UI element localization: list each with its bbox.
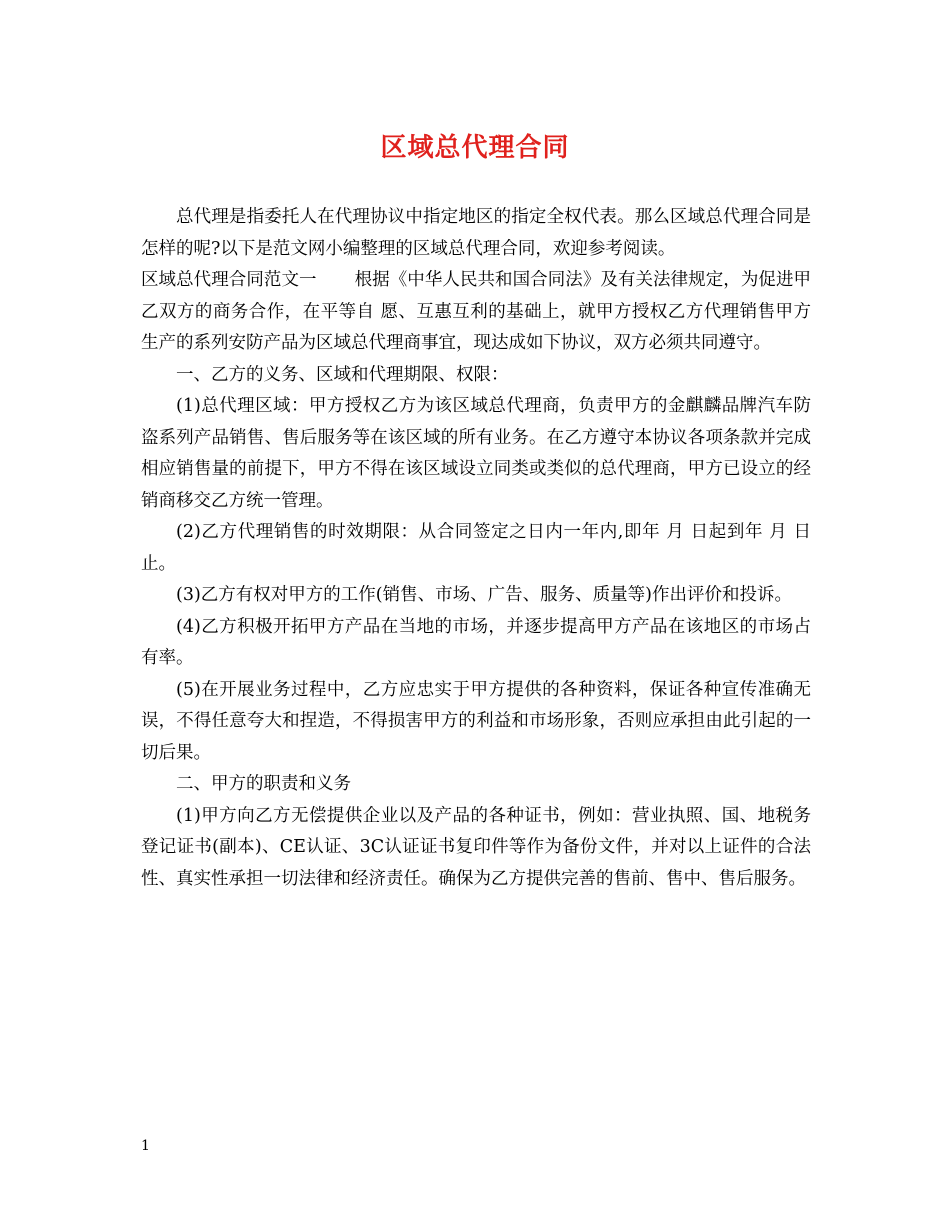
section2-heading: 二、甲方的职责和义务 <box>176 774 351 794</box>
page-number: 1 <box>141 1138 150 1154</box>
section1-item: (5)在开展业务过程中，乙方应忠实于甲方提供的各种资料，保证各种宣传准确无误，不得任意夸大和捏造，不得损害甲方的利益和市场形象，否则应承担由此引起的一切后果。 <box>141 679 811 763</box>
section1-item: (4)乙方积极开拓甲方产品在当地的市场，并逐步提高甲方产品在该地区的市场占有率。 <box>141 616 811 668</box>
document-title: 区域总代理合同 <box>380 133 570 163</box>
intro-paragraph: 总代理是指委托人在代理协议中指定地区的指定全权代表。那么区域总代理合同是怎样的呢?以下是范文网小编整理的区域总代理合同，欢迎参考阅读。 <box>141 207 811 259</box>
section1-item: (2)乙方代理销售的时效期限：从合同签定之日内一年内,即年 月 日起到年 月 日止。 <box>141 522 811 574</box>
section2-item: (1)甲方向乙方无偿提供企业以及产品的各种证书，例如：营业执照、国、地税务登记证书(副本)、CE认证、3C认证证书复印件等作为备份文件，并对以上证件的合法性、真实性承担一切法律和经济责任。确保为乙方提供完善的售前、售中、售后服务。 <box>141 805 811 889</box>
section1-item: (3)乙方有权对甲方的工作(销售、市场、广告、服务、质量等)作出评价和投诉。 <box>176 585 792 605</box>
preamble-paragraph <box>141 265 811 360</box>
section1-heading: 一、乙方的义务、区域和代理期限、权限： <box>176 364 509 385</box>
preamble-text: 根据《中华人民共和国合同法》及有关法律规定，为促进甲乙双方的商务合作，在平等自 愿、互惠互利的基础上，就甲方授权乙方代理销售甲方生产的系列安防产品为区域总代理商事宜，现达成如下协议，双方必须共同遵守。 <box>141 270 812 353</box>
section1-item: (1)总代理区域：甲方授权乙方为该区域总代理商，负责甲方的金麒麟品牌汽车防盗系列产品销售、售后服务等在该区域的所有业务。在乙方遵守本协议各项条款并完成相应销售量的前提下，甲方不得在该区域设立同类或类似的总代理商，甲方已设立的经销商移交乙方统一管理。 <box>141 396 811 511</box>
sample-heading: 区域总代理合同范文一 <box>141 270 317 290</box>
document-body <box>141 202 811 895</box>
